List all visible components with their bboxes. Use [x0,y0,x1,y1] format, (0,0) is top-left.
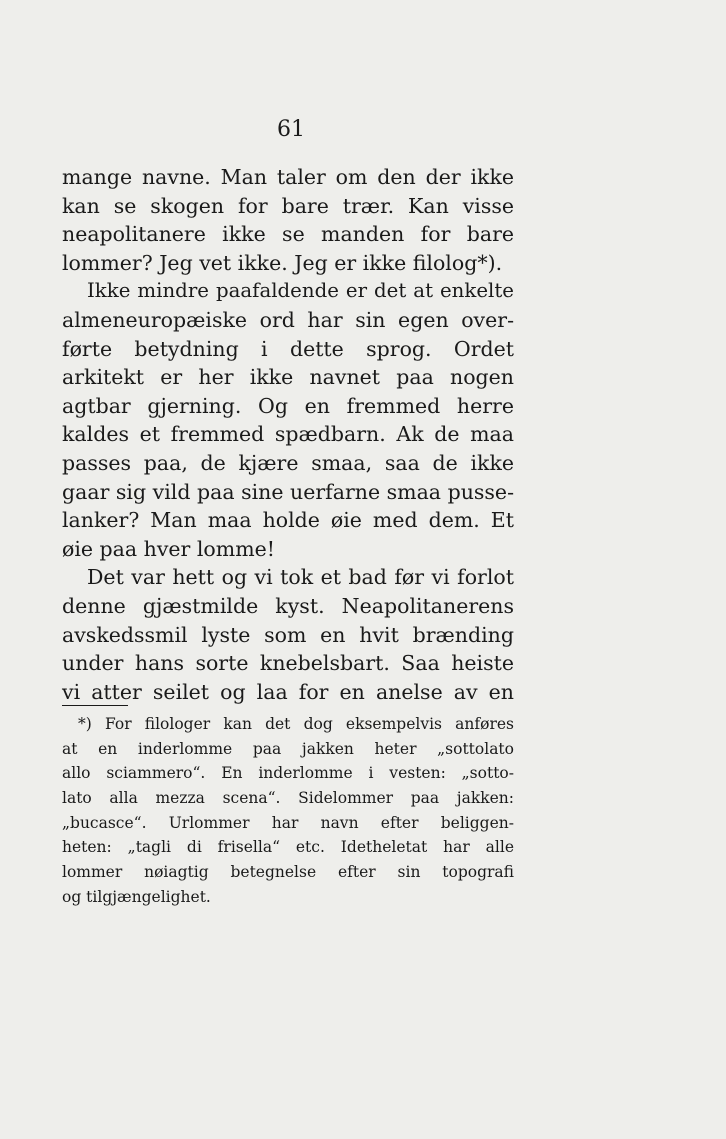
body-line: lanker? Man maa holde øie med dem. Et [62,508,514,533]
body-line: gaar sig vild paa sine uerfarne smaa pusse- [62,479,514,504]
body-line: almeneuropæiske ord har sin egen over- [62,307,514,332]
body-line: avskedssmil lyste som en hvit brænding [62,622,514,647]
body-line: lommer? Jeg vet ikke. Jeg er ikke filolog*). [62,250,503,275]
footnote-line: lommer nøiagtig betegnelse efter sin topografi [62,863,514,882]
body-line: denne gjæstmilde kyst. Neapolitanerens [62,593,514,618]
body-text [62,163,514,706]
footnote-line: og tilgjængelighet. [62,887,211,906]
body-line: mange navne. Man taler om den der ikke [62,165,514,189]
body-line: arkitekt er her ikke navnet paa nogen [62,365,514,390]
footnote-line: „bucasce“. Urlommer har navn efter beliggen- [62,813,514,832]
body-line: øie paa hver lomme! [62,536,276,561]
footnote-line: heten: „tagli di frisella“ etc. Idetheletat har alle [62,838,514,857]
body-line: kaldes et fremmed spædbarn. Ak de maa [62,422,514,447]
body-line: passes paa, de kjære smaa, saa de ikke [62,450,514,475]
footnote-line: lato alla mezza scena“. Sidelommer paa jakken: [62,789,514,808]
page-number: 61 [277,117,305,142]
footnote-line: *) For filologer kan det dog eksempelvis anføres [78,715,514,733]
body-line: kan se skogen for bare trær. Kan visse [62,193,514,218]
body-line: neapolitanere ikke se manden for bare [62,222,514,247]
body-line: under hans sorte knebelsbart. Saa heiste [62,651,514,676]
footnote-line: at en inderlomme paa jakken heter „sottolato [62,739,514,758]
footnote-line: allo sciammero“. En inderlomme i vesten: „sotto- [62,764,514,783]
body-line: agtbar gjerning. Og en fremmed herre [62,393,514,418]
body-line: førte betydning i dette sprog. Ordet [62,336,514,361]
body-line: Ikke mindre paafaldende er det at enkelte [87,279,514,303]
body-line: Det var hett og vi tok et bad før vi forlot [87,565,514,590]
footnote [62,712,514,910]
footnote-divider [62,705,128,706]
body-line: vi atter seilet og laa for en anelse av en [62,679,514,704]
